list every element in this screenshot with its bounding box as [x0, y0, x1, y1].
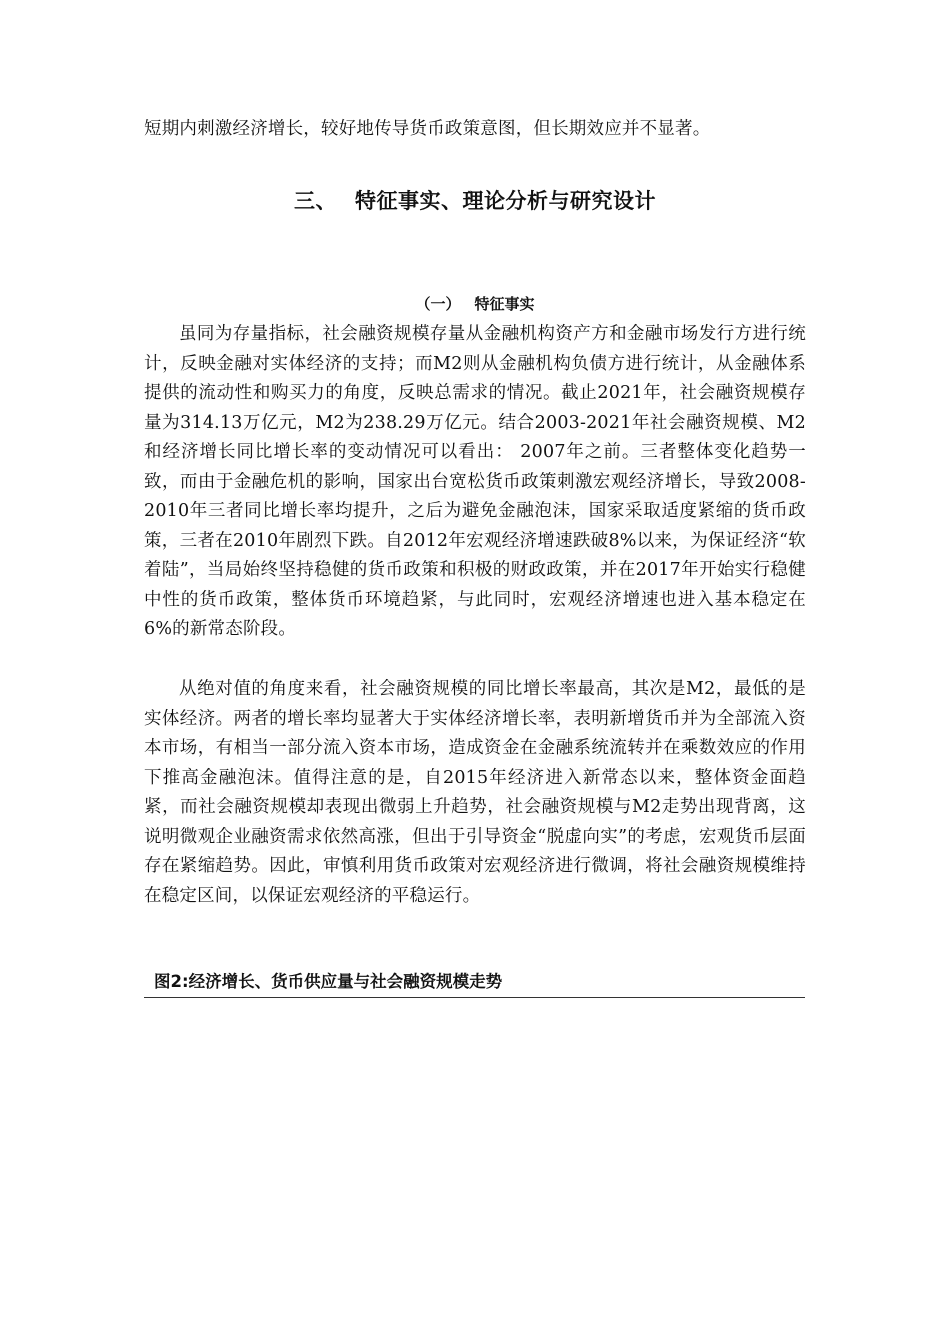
continued-paragraph-line: 短期内刺激经济增长，较好地传导货币政策意图，但长期效应并不显著。 [144, 119, 711, 139]
subsection-title: 特征事实 [474, 295, 535, 313]
section-number: 三、 [294, 189, 337, 213]
body-paragraph-1: 虽同为存量指标，社会融资规模存量从金融机构资产方和金融市场发行方进行统计，反映金融对实体经济的支持；而M2则从金融机构负债方进行统计，从金融体系提供的流动性和购买力的角度，反映总需求的情况。截止2021年，社会融资规模存量为314.13万亿元，M2为238.29万亿元。结合2003-2021年社会融资规模、M2和经济增长同比增长率的变动情况可以看出： 2007年之前。三者整体变化趋势一致，而由于金融危机的影响，国家出台宽松货币政策刺激宏观经济增长，导致2008-2010年三者同比增长率均提升，之后为避免金融泡沫，国家采取适度紧缩的货币政策，三者在2010年剧烈下跌。自2012年宏观经济增速跌破8%以来，为保证经济“软着陆”，当局始终坚持稳健的货币政策和积极的财政政策，并在2017年开始实行稳健中性的货币政策，整体货币环境趋紧，与此同时，宏观经济增速也进入基本稳定在6%的新常态阶段。 [144, 324, 806, 639]
section-heading [0, 184, 950, 218]
section-title: 特征事实、理论分析与研究设计 [355, 189, 656, 213]
figure-caption-rule [144, 997, 805, 998]
figure-caption: 图2:经济增长、货币供应量与社会融资规模走势 [154, 972, 503, 991]
body-paragraph-2: 从绝对值的角度来看，社会融资规模的同比增长率最高，其次是M2，最低的是实体经济。两者的增长率均显著大于实体经济增长率，表明新增货币并为全部流入资本市场，有相当一部分流入资本市场，造成资金在金融系统流转并在乘数效应的作用下推高金融泡沫。值得注意的是，自2015年经济进入新常态以来，整体资金面趋紧，而社会融资规模却表现出微弱上升趋势，社会融资规模与M2走势出现背离，这说明微观企业融资需求依然高涨，但出于引导资金“脱虚向实”的考虑，宏观货币层面存在紧缩趋势。因此，审慎利用货币政策对宏观经济进行微调，将社会融资规模维持在稳定区间，以保证宏观经济的平稳运行。 [144, 679, 806, 906]
subsection-number: （一） [415, 295, 461, 313]
subsection-heading [0, 292, 950, 316]
